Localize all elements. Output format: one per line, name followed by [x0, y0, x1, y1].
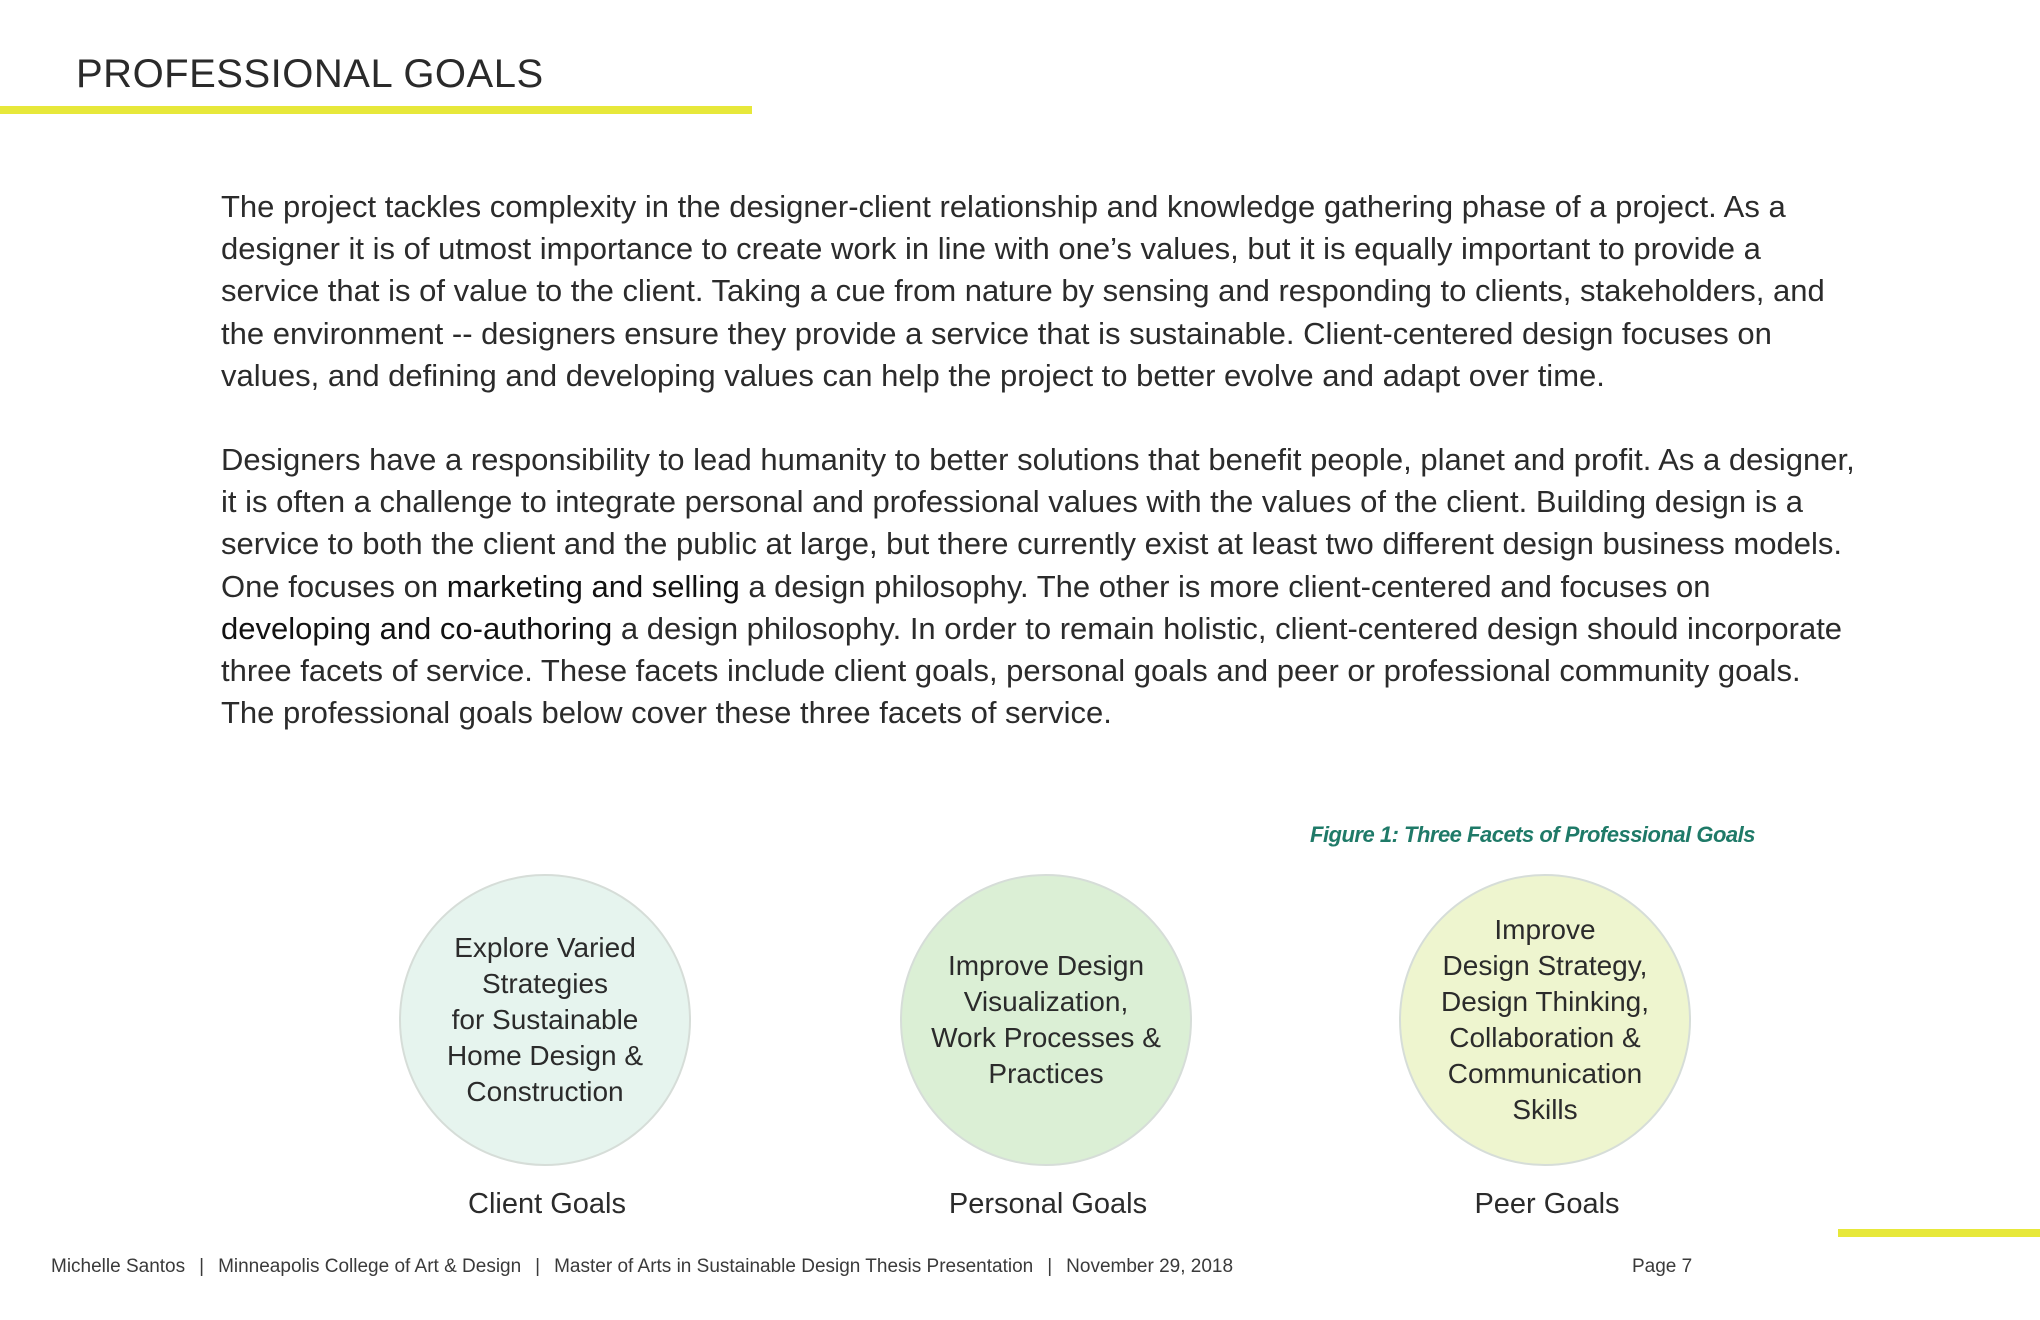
- facet-circle: [1399, 874, 1691, 1166]
- footer-institution: Minneapolis College of Art & Design: [218, 1256, 522, 1277]
- paragraph-responsibility: [221, 439, 1861, 734]
- footer-separator: |: [199, 1256, 205, 1277]
- facet-circle: [399, 874, 691, 1166]
- footer-separator: |: [535, 1256, 541, 1277]
- facet-circle-text: Improve Design Strategy, Design Thinking, Collaboration & Communication Skills: [1440, 914, 1650, 1125]
- footer-program: Master of Arts in Sustainable Design Thesis Presentation: [554, 1256, 1034, 1277]
- facet-label: Personal Goals: [948, 1188, 1148, 1220]
- page-number: Page 7: [1632, 1256, 1693, 1277]
- footer-date: November 29, 2018: [1066, 1256, 1234, 1277]
- figure-caption: Figure 1: Three Facets of Professional Goals: [1310, 822, 1756, 847]
- emphasis-marketing: marketing and selling: [446, 568, 740, 604]
- body-text: [221, 186, 1861, 776]
- facet-label: Peer Goals: [1474, 1188, 1620, 1220]
- paragraph-intro: The project tackles complexity in the designer-client relationship and knowledge gathering phase of a project. As a designer it is of utmost importance to create work in line with one’s values, but it is equally important to provide a service that is of value to the client. Taking a cue from nature by sensing and responding to clients, stakeholders, and the environment -- designers ensure they provide a service that is sustainable. Client-centered design focuses on values, and defining and developing values can help the project to better evolve and adapt over time.: [221, 189, 1825, 393]
- footer: [51, 1256, 1233, 1278]
- facet-peer-goals: [1399, 874, 1695, 1220]
- paragraph-text: Designers have a responsibility to lead humanity to better solutions that benefit people, planet and profit. As a designer, it is often a challenge to integrate personal and professional values with the values of the client. Building design is a service to both the client and the public at large, but there currently exist at least two different design business models. One focuses on: [221, 442, 1855, 604]
- footer-author: Michelle Santos: [51, 1256, 186, 1277]
- emphasis-co-authoring: developing and co-authoring: [221, 610, 613, 646]
- facet-circle-text: Improve Design Visualization, Work Processes & Practices: [931, 950, 1161, 1089]
- footer-accent-rule: [1838, 1229, 2040, 1237]
- paragraph-text: a design philosophy. In order to remain holistic, client-centered design should incorporate three facets of service. These facets include client goals, personal goals and peer or professional community goals. The professional goals below cover these three facets of service.: [221, 610, 1843, 731]
- title-accent-rule: [0, 106, 752, 114]
- footer-separator: |: [1047, 1256, 1053, 1277]
- facet-client-goals: [399, 874, 695, 1220]
- page-title: PROFESSIONAL GOALS: [76, 52, 544, 96]
- facet-personal-goals: [900, 874, 1196, 1220]
- facet-circle: [900, 874, 1192, 1166]
- facet-circle-text: Explore Varied Strategies for Sustainable Home Design & Construction: [446, 932, 644, 1107]
- paragraph-text: a design philosophy. The other is more client-centered and focuses on: [739, 568, 1711, 604]
- facet-label: Client Goals: [468, 1188, 626, 1220]
